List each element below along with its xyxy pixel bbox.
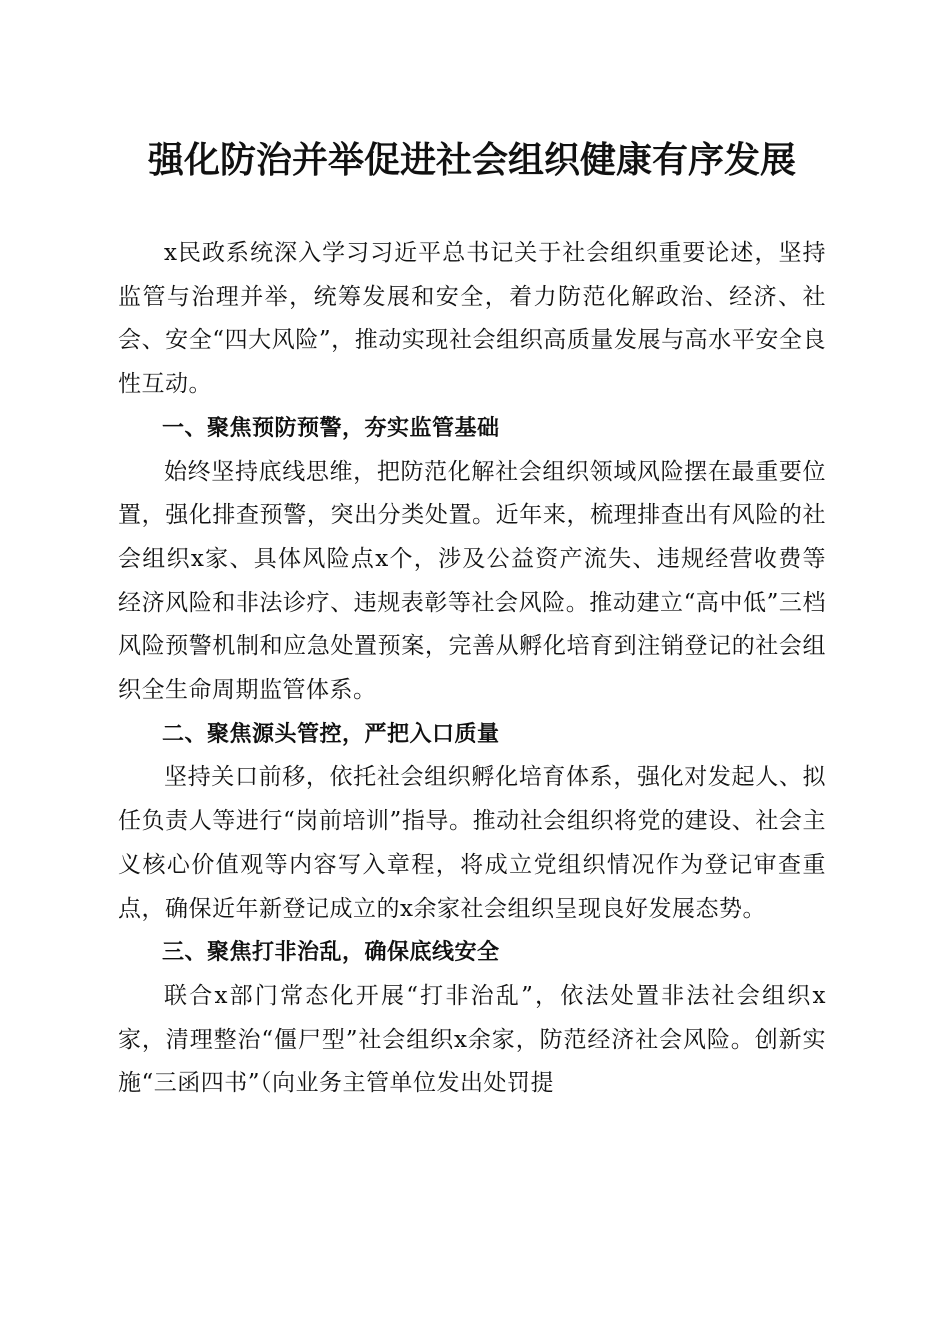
section-2-heading: 二、聚焦源头管控，严把入口质量 <box>162 721 500 747</box>
document-title: 强化防治并举促进社会组织健康有序发展 <box>147 139 796 181</box>
intro-paragraph: x民政系统深入学习习近平总书记关于社会组织重要论述，坚持监管与治理并举，统筹发展和安全，着力防范化解政治、经济、社会、安全“四大风险”，推动实现社会组织高质量发展与高水平安全良性互动。 <box>118 240 826 398</box>
section-3-paragraph: 联合x部门常态化开展“打非治乱”，依法处置非法社会组织x家，清理整治“僵尸型”社会组织x余家，防范经济社会风险。创新实施“三函四书”（向业务主管单位发出处罚提 <box>118 982 826 1097</box>
section-2-paragraph: 坚持关口前移，依托社会组织孵化培育体系，强化对发起人、拟任负责人等进行“岗前培训”指导。推动社会组织将党的建设、社会主义核心价值观等内容写入章程，将成立党组织情况作为登记审查重点，确保近年新登记成立的x余家社会组织呈现良好发展态势。 <box>118 764 826 922</box>
section-1-paragraph: 始终坚持底线思维，把防范化解社会组织领域风险摆在最重要位置，强化排查预警，突出分类处置。近年来，梳理排查出有风险的社会组织x家、具体风险点x个，涉及公益资产流失、违规经营收费等经济风险和非法诊疗、违规表彰等社会风险。推动建立“高中低”三档风险预警机制和应急处置预案，完善从孵化培育到注销登记的社会组织全生命周期监管体系。 <box>118 458 826 704</box>
document-body <box>118 232 826 1106</box>
section-1-heading: 一、聚焦预防预警，夯实监管基础 <box>162 415 500 441</box>
section-3-heading: 三、聚焦打非治乱，确保底线安全 <box>162 940 500 966</box>
